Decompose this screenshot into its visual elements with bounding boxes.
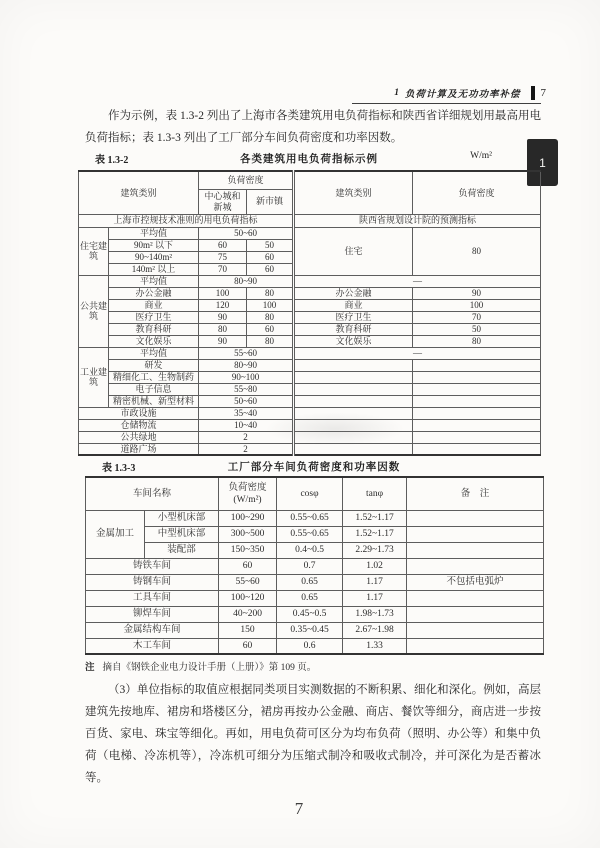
table-cell: 0.4~0.5 [277, 542, 343, 558]
table-cell: 精细化工、生物制药 [109, 371, 199, 383]
table-row [86, 542, 544, 558]
table-cell: 90~100 [199, 371, 294, 383]
table-cell: 金属结构车间 [86, 622, 219, 638]
table-cell [294, 371, 413, 383]
table-cell: 80~90 [199, 275, 294, 287]
table-cell: 木工车间 [86, 638, 219, 654]
table-row [79, 287, 541, 299]
table-cell [407, 558, 544, 574]
table-cell: 1.52~1.17 [343, 510, 407, 526]
header-page-number: 7 [540, 87, 546, 99]
table1-label: 表 1.3-2 [95, 155, 129, 166]
table-cell: 医疗卫生 [109, 311, 199, 323]
table-cell [294, 383, 413, 395]
table-cell [407, 606, 544, 622]
table-cell [413, 443, 541, 455]
table-cell: 100~120 [219, 590, 277, 606]
table-row [79, 171, 541, 189]
table-cell: 电子信息 [109, 383, 199, 395]
table1-unit: W/m² [470, 151, 492, 161]
table-cell: 铆焊车间 [86, 606, 219, 622]
table-row [79, 371, 541, 383]
table-cell [413, 419, 541, 431]
table-cell: 仓储物流 [79, 419, 199, 431]
table-cell: 医疗卫生 [294, 311, 413, 323]
table-cell: 0.55~0.65 [277, 526, 343, 542]
table-cell: 90~140m² [109, 251, 199, 263]
table-cell: 2.29~1.73 [343, 542, 407, 558]
footer-page-number: 7 [294, 799, 304, 818]
table-row [86, 590, 544, 606]
table-cell: 住宅建筑 [79, 227, 109, 275]
table-cell: 150 [219, 622, 277, 638]
table-cell [413, 395, 541, 407]
body-paragraph-3: （3）单位指标的取值应根据同类项目实测数据的不断积累、细化和深化。例如，高层建筑先按地库、裙房和塔楼区分，裙房再按办公金融、商店、餐饮等细分，商店进一步按百货、家电、珠宝等细化。再如，用电负荷可区分为均布负荷（照明、办公等）和集中负荷（电梯、冷冻机等），冷冻机可细分为压缩式制冷和吸收式制冷，并可深化为是否蓄冰等。 [85, 684, 541, 784]
table-cell [407, 590, 544, 606]
chapter-edge-tab: 1 [527, 139, 558, 186]
table-cell [294, 359, 413, 371]
table-cell: 中心城和新城 [199, 189, 247, 214]
table-cell: 建筑类别 [294, 171, 413, 214]
table-cell: 公共绿地 [79, 431, 199, 443]
header-rule [352, 103, 541, 104]
table-cell: 1.17 [343, 590, 407, 606]
table-cell: 小型机床部 [145, 510, 219, 526]
table-cell: 商业 [109, 299, 199, 311]
table-cell: cosφ [277, 477, 343, 510]
table-cell: 60 [247, 263, 294, 275]
table-cell: 50~60 [199, 227, 294, 239]
table-cell: tanφ [343, 477, 407, 510]
table-cell [407, 526, 544, 542]
table-cell: 不包括电弧炉 [407, 574, 544, 590]
table1-caption [78, 151, 540, 165]
table-row [79, 214, 541, 227]
scan-artifact [265, 412, 405, 446]
table-cell: 车间名称 [86, 477, 219, 510]
table-row [79, 311, 541, 323]
table-cell: 商业 [294, 299, 413, 311]
table-cell: 2 [199, 443, 294, 455]
table-row [79, 335, 541, 347]
table-cell: 市政设施 [79, 407, 199, 419]
table-cell: — [294, 275, 541, 287]
table-cell: 负荷密度 [199, 171, 294, 189]
table-cell: 工业建筑 [79, 347, 109, 407]
table-cell: 1.17 [343, 574, 407, 590]
table-cell: 80 [247, 287, 294, 299]
table-cell: 负荷密度 [413, 171, 541, 214]
table-row [86, 526, 544, 542]
header-divider-bar [531, 86, 535, 100]
table-cell [413, 383, 541, 395]
table-row [79, 395, 541, 407]
table-row [86, 510, 544, 526]
table-cell: 铸铁车间 [86, 558, 219, 574]
table-row [86, 622, 544, 638]
table-cell [413, 371, 541, 383]
table-cell [219, 477, 277, 510]
workshop-load-table [85, 476, 544, 655]
table-row [86, 558, 544, 574]
table-cell: 90m² 以下 [109, 239, 199, 251]
table-row [79, 359, 541, 371]
table-cell: 办公金融 [109, 287, 199, 299]
table-cell: 0.65 [277, 590, 343, 606]
table-cell: 办公金融 [294, 287, 413, 299]
table2-label: 表 1.3-3 [102, 463, 136, 474]
table-row [86, 574, 544, 590]
table-cell: 60 [219, 558, 277, 574]
table-cell: 新市镇 [247, 189, 294, 214]
table-cell: 精密机械、新型材料 [109, 395, 199, 407]
table-cell: 75 [199, 251, 247, 263]
table1-title: 各类建筑用电负荷指标示例 [240, 154, 378, 165]
table-cell: 上海市控规技术准则的用电负荷指标 [79, 214, 294, 227]
table-cell: 60 [219, 638, 277, 654]
table-cell: 文化娱乐 [109, 335, 199, 347]
table-row [79, 227, 541, 239]
table-cell: 2 [199, 431, 294, 443]
table-cell: 50 [247, 239, 294, 251]
table-cell: 0.45~0.5 [277, 606, 343, 622]
table-cell: 0.7 [277, 558, 343, 574]
table-row [79, 275, 541, 287]
table-cell: 40~200 [219, 606, 277, 622]
table-cell: 70 [199, 263, 247, 275]
table2-caption [85, 459, 543, 473]
table-cell: 中型机床部 [145, 526, 219, 542]
table-cell: 120 [199, 299, 247, 311]
table-cell: 80 [413, 335, 541, 347]
table-cell: 装配部 [145, 542, 219, 558]
table-cell: 教育科研 [294, 323, 413, 335]
table-cell: 50 [413, 323, 541, 335]
table-cell [413, 431, 541, 443]
table-cell: 平均值 [109, 347, 199, 359]
table-cell: 文化娱乐 [294, 335, 413, 347]
table-cell: 公共建筑 [79, 275, 109, 347]
chapter-title: 负荷计算及无功功率补偿 [404, 90, 521, 100]
chapter-number: 1 [394, 88, 399, 98]
note-label: 注 [85, 663, 95, 673]
div: (W/m²) [233, 494, 262, 505]
table-cell: 100 [247, 299, 294, 311]
table-cell: 平均值 [109, 227, 199, 239]
table-cell: 陕西省规划设计院的预测指标 [294, 214, 541, 227]
table-cell: 1.33 [343, 638, 407, 654]
table-cell [407, 510, 544, 526]
table-cell: 100 [199, 287, 247, 299]
table-cell: 80~90 [199, 359, 294, 371]
tbody [86, 477, 544, 654]
table-cell: 建筑类别 [79, 171, 199, 214]
table-row [79, 383, 541, 395]
table-cell: 70 [413, 311, 541, 323]
table-cell: 50~60 [199, 395, 294, 407]
table-cell: 1.98~1.73 [343, 606, 407, 622]
table-cell: 80 [247, 335, 294, 347]
table-cell: 0.55~0.65 [277, 510, 343, 526]
table-cell: 300~500 [219, 526, 277, 542]
table-row [79, 347, 541, 359]
table-cell: 教育科研 [109, 323, 199, 335]
table2-title: 工厂部分车间负荷密度和功率因数 [227, 462, 401, 473]
table-cell: 60 [247, 323, 294, 335]
table-cell: 80 [247, 311, 294, 323]
table-cell: 平均值 [109, 275, 199, 287]
table-row [79, 323, 541, 335]
table-cell: 80 [199, 323, 247, 335]
table-cell: 研发 [109, 359, 199, 371]
note-text: 摘自《钢铁企业电力设计手册（上册）》第 109 页。 [102, 663, 317, 673]
div: 负荷密度 [228, 482, 267, 493]
table-cell [413, 407, 541, 419]
table-cell: — [294, 347, 541, 359]
table-cell [407, 622, 544, 638]
table-cell: 10~40 [199, 419, 294, 431]
table-cell: 60 [247, 251, 294, 263]
table-cell: 金属加工 [86, 510, 145, 558]
table-cell: 90 [199, 311, 247, 323]
table-cell: 55~60 [199, 347, 294, 359]
table-cell: 备 注 [407, 477, 544, 510]
table-cell: 住宅 [294, 227, 413, 275]
table-cell: 铸钢车间 [86, 574, 219, 590]
running-header [340, 86, 546, 100]
table-cell: 55~60 [219, 574, 277, 590]
table-row [86, 477, 544, 510]
table-cell: 100 [413, 299, 541, 311]
table-cell: 35~40 [199, 407, 294, 419]
table-row [86, 606, 544, 622]
table-cell: 90 [199, 335, 247, 347]
intro-paragraph: 作为示例，表 1.3-2 列出了上海市各类建筑用电负荷指标和陕西省详细规划用最高用电负荷指标；表 1.3-3 列出了工厂部分车间负荷密度和功率因数。 [85, 110, 541, 144]
table-cell: 140m² 以上 [109, 263, 199, 275]
table-cell: 1.02 [343, 558, 407, 574]
table-cell: 2.67~1.98 [343, 622, 407, 638]
table-row [79, 299, 541, 311]
table-cell: 150~350 [219, 542, 277, 558]
table-cell: 道路广场 [79, 443, 199, 455]
table-cell [407, 542, 544, 558]
table-cell: 工具车间 [86, 590, 219, 606]
table-cell [407, 638, 544, 654]
table-cell: 90 [413, 287, 541, 299]
table-cell: 1.52~1.17 [343, 526, 407, 542]
table-cell: 80 [413, 227, 541, 275]
table-cell: 55~80 [199, 383, 294, 395]
table-cell: 0.35~0.45 [277, 622, 343, 638]
table-cell: 0.6 [277, 638, 343, 654]
table-cell: 60 [199, 239, 247, 251]
table-cell: 100~290 [219, 510, 277, 526]
table-cell [413, 359, 541, 371]
table-cell [294, 395, 413, 407]
table2-note [85, 659, 541, 673]
table-row [86, 638, 544, 654]
table-cell: 0.65 [277, 574, 343, 590]
